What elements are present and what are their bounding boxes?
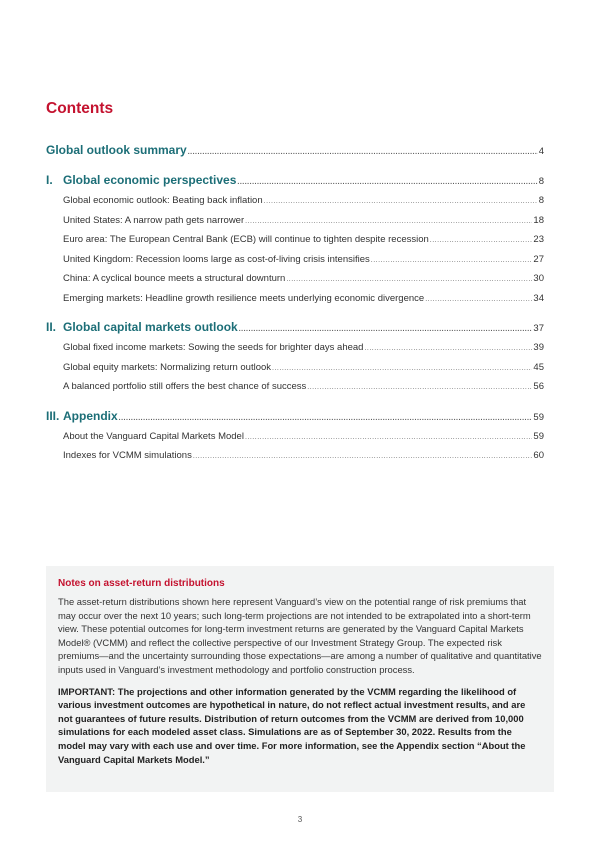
toc-entry-label [63, 215, 244, 226]
toc-section-entry[interactable] [46, 409, 544, 431]
toc-entry-text: Global equity markets: Normalizing return outlook [63, 361, 272, 373]
toc-section-number: I. [46, 173, 53, 187]
page-number: 3 [297, 815, 303, 824]
toc-entry-label [63, 234, 429, 245]
toc-gap [46, 165, 544, 173]
dot-leader [239, 326, 533, 333]
toc-entry[interactable] [46, 195, 544, 215]
toc-section-entry[interactable] [46, 320, 544, 342]
toc-entry-label [63, 431, 244, 442]
toc-entry-label [63, 450, 192, 461]
toc-page-number: 23 [533, 234, 544, 245]
toc-entry[interactable] [46, 273, 544, 293]
toc-page-number: 18 [533, 214, 544, 226]
dot-leader [286, 276, 532, 283]
toc-entry-label [46, 143, 187, 157]
toc-section-entry[interactable] [46, 143, 544, 165]
toc-entry[interactable] [46, 342, 544, 362]
toc-entry-label [46, 409, 118, 423]
toc-entry-text: Global fixed income markets: Sowing the seeds for brighter days ahead [63, 342, 364, 353]
dot-leader [237, 179, 537, 186]
toc-entry-label [63, 342, 363, 353]
toc-entry-label [63, 381, 306, 392]
toc-page-number: 4 [538, 146, 544, 157]
dot-leader [425, 296, 532, 303]
notes-important: IMPORTANT: The projections and other information generated by the VCMM regarding the likelihood of various investment outcomes are hypothetical in nature, do not reflect actual investment results, and are not guarantees of future results. Distribution of return outcomes from the VCMM are derived from 10,000 simulations for each modeled asset class. Simulations are as of September 30, 2022. Results from the model may vary with each use and over time. For more information, see the Appendix section “About the Vanguard Capital Markets Model.” [58, 685, 526, 765]
toc-entry-label [46, 320, 238, 334]
toc-entry-label [63, 293, 424, 304]
toc-entry-text: Global capital markets outlook [63, 320, 238, 334]
toc-entry-text: United Kingdom: Recession looms large as cost-of-living crisis intensifies [63, 253, 370, 265]
toc-entry-text: Euro area: The European Central Bank (ECB) will continue to tighten despite recession [63, 234, 429, 245]
dot-leader [119, 415, 533, 422]
toc-entry[interactable] [46, 254, 544, 274]
toc-gap [46, 401, 544, 409]
toc-entry-text: Global economic outlook: Beating back inflation [63, 195, 263, 206]
toc-entry-label [63, 273, 285, 284]
toc-entry[interactable] [46, 450, 544, 470]
dot-leader [188, 149, 538, 156]
toc-page-number: 8 [538, 195, 544, 206]
toc-entry-label [46, 173, 236, 187]
toc-page-number: 56 [533, 381, 544, 392]
toc-page-number: 27 [533, 253, 544, 265]
toc-entry-text: A balanced portfolio still offers the best chance of success [63, 381, 307, 392]
toc-entry[interactable] [46, 215, 544, 235]
notes-heading: Notes on asset-return distributions [58, 578, 225, 589]
toc-entry-text: China: A cyclical bounce meets a structural downturn [63, 273, 286, 284]
toc-entry-label [63, 254, 370, 265]
toc-section-number: II. [46, 320, 57, 334]
toc-page-number: 39 [533, 342, 544, 353]
toc-entry-text: Global economic perspectives [63, 173, 237, 187]
notes-box [46, 566, 554, 792]
toc-entry-text: About the Vanguard Capital Markets Model [63, 430, 244, 442]
toc-entry-text: Global outlook summary [46, 143, 187, 157]
toc-section-entry[interactable] [46, 173, 544, 195]
dot-leader [193, 453, 533, 460]
notes-body: The asset-return distributions shown here represent Vanguard’s view on the potential range of risk premiums that may occur over the next 10 years; such long-term projections are not intended to be extrapolated into a short-term view. These potential outcomes for long-term investment returns are generated by the Vanguard Capital Markets Model® (VCMM) and reflect the collective perspective of our Investment Strategy Group. The expected risk premiums—and the uncertainty surrounding those expectations—are among a number of qualitative and quantitative inputs used in Vanguard’s investment methodology and portfolio construction process. [58, 596, 542, 675]
toc-entry[interactable] [46, 381, 544, 401]
dot-leader [272, 365, 532, 372]
dot-leader [307, 384, 532, 391]
toc-page-number: 37 [533, 323, 544, 334]
toc-page-number: 45 [533, 361, 544, 373]
toc-entry-text: Emerging markets: Headline growth resilience meets underlying economic divergence [63, 292, 425, 304]
dot-leader [364, 345, 532, 352]
toc-entry-text: United States: A narrow path gets narrower [63, 214, 245, 226]
toc-page-number: 8 [538, 176, 544, 187]
toc-gap [46, 312, 544, 320]
toc-entry-label [63, 195, 263, 206]
toc-page-number: 34 [533, 292, 544, 304]
toc-entry-text: Appendix [63, 408, 118, 423]
toc-page-number: 60 [533, 450, 544, 461]
toc-entry[interactable] [46, 234, 544, 254]
toc-entry[interactable] [46, 362, 544, 382]
dot-leader [245, 218, 532, 225]
toc-entry[interactable] [46, 431, 544, 451]
toc-entry-text: Indexes for VCMM simulations [63, 450, 192, 461]
toc-page-number: 30 [533, 273, 544, 284]
toc-page-number: 59 [533, 411, 544, 423]
dot-leader [245, 434, 532, 441]
toc-section-number: III. [46, 408, 60, 423]
contents-title: Contents [46, 100, 114, 117]
table-of-contents [46, 143, 544, 470]
dot-leader [371, 257, 533, 264]
toc-page-number: 59 [533, 430, 544, 442]
dot-leader [430, 237, 533, 244]
dot-leader [264, 198, 538, 205]
toc-entry[interactable] [46, 293, 544, 313]
toc-entry-label [63, 362, 271, 373]
